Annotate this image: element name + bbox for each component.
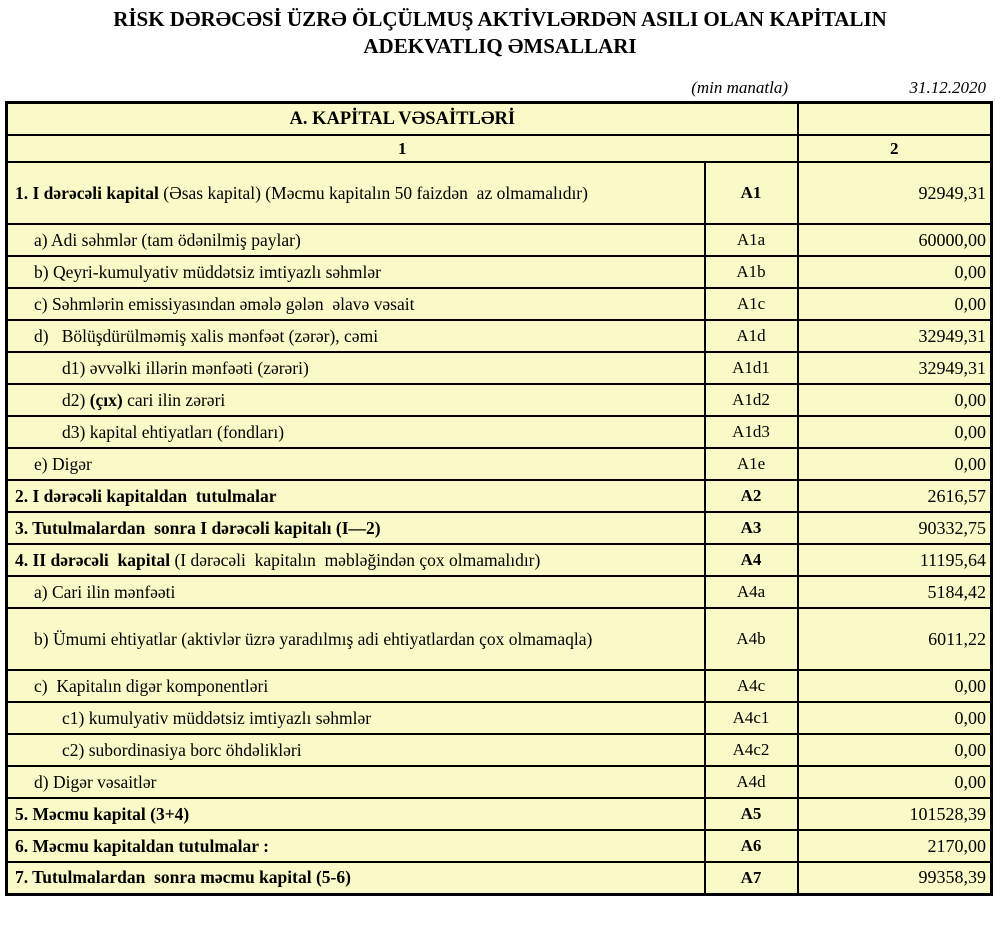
row-label-segment: (Əsas kapital) (Məcmu kapitalın 50 faizdən az olmamalıdır) [163, 182, 588, 203]
row-label-segment-bold: 5. Məcmu kapital (3+4) [15, 803, 190, 824]
row-code: A4c [705, 670, 798, 702]
row-label [7, 670, 705, 702]
row-value: 0,00 [798, 416, 992, 448]
row-code: A6 [705, 830, 798, 862]
row-value: 11195,64 [798, 544, 992, 576]
row-value: 0,00 [798, 384, 992, 416]
row-label-segment: c1) kumulyativ müddətsiz imtiyazlı səhmlər [62, 707, 372, 728]
column-number-row [7, 135, 992, 162]
table-row [7, 256, 992, 288]
row-label-segment: a) Cari ilin mənfəəti [34, 581, 176, 602]
row-value: 60000,00 [798, 224, 992, 256]
table-body [7, 162, 992, 894]
row-value: 5184,42 [798, 576, 992, 608]
row-label-segment-bold: 2. I dərəcəli kapitaldan tutulmalar [15, 485, 277, 506]
row-label-segment-bold: 3. Tutulmalardan sonra I dərəcəli kapitalı (I—2) [15, 517, 381, 538]
row-label-segment-bold: 6. Məcmu kapitaldan tutulmalar : [15, 835, 269, 856]
row-code: A1c [705, 288, 798, 320]
row-value: 0,00 [798, 448, 992, 480]
row-label [7, 766, 705, 798]
row-label-segment: a) Adi səhmlər (tam ödənilmiş paylar) [34, 229, 301, 250]
row-label [7, 320, 705, 352]
row-value: 0,00 [798, 702, 992, 734]
row-code: A1d2 [705, 384, 798, 416]
row-code: A1e [705, 448, 798, 480]
row-label [7, 798, 705, 830]
table-row [7, 830, 992, 862]
row-label-segment: d) Digər vəsaitlər [34, 771, 157, 792]
row-label-segment: e) Digər [34, 453, 92, 474]
row-code: A1 [705, 162, 798, 224]
row-value: 101528,39 [798, 798, 992, 830]
row-label [7, 734, 705, 766]
section-header-row [7, 103, 992, 136]
row-label [7, 830, 705, 862]
row-label [7, 162, 705, 224]
row-value: 99358,39 [798, 862, 992, 894]
row-label-segment: d3) kapital ehtiyatları (fondları) [62, 421, 285, 442]
table-row [7, 480, 992, 512]
capital-table [5, 101, 993, 896]
section-header-cell: A. KAPİTAL VƏSAİTLƏRİ [7, 103, 798, 136]
row-label [7, 608, 705, 670]
row-code: A7 [705, 862, 798, 894]
row-code: A4a [705, 576, 798, 608]
row-value: 32949,31 [798, 352, 992, 384]
row-label [7, 288, 705, 320]
row-code: A4c2 [705, 734, 798, 766]
row-code: A4 [705, 544, 798, 576]
row-label [7, 256, 705, 288]
row-value: 92949,31 [798, 162, 992, 224]
table-row [7, 862, 992, 894]
row-label [7, 862, 705, 894]
unit-note: (min manatla) [691, 78, 788, 97]
row-label [7, 384, 705, 416]
row-code: A4c1 [705, 702, 798, 734]
page-title [0, 0, 1000, 60]
row-label-segment-bold: (çıx) [89, 389, 123, 410]
table-row [7, 734, 992, 766]
table-row [7, 608, 992, 670]
table-row [7, 416, 992, 448]
row-value: 6011,22 [798, 608, 992, 670]
row-label [7, 352, 705, 384]
row-code: A4b [705, 608, 798, 670]
row-label-segment: d2) [62, 389, 90, 410]
row-label-segment: b) Ümumi ehtiyatlar (aktivlər üzrə yaradılmış adi ehtiyatlardan çox olmamaqla) [34, 628, 593, 649]
row-label-segment: cari ilin zərəri [122, 389, 226, 410]
table-row [7, 512, 992, 544]
row-label-segment: d) Bölüşdürülməmiş xalis mənfəət (zərər), cəmi [34, 325, 379, 346]
row-code: A1d1 [705, 352, 798, 384]
row-label-segment: c2) subordinasiya borc öhdəlikləri [62, 739, 302, 760]
row-label [7, 702, 705, 734]
row-value: 0,00 [798, 734, 992, 766]
row-label [7, 480, 705, 512]
row-code: A2 [705, 480, 798, 512]
row-code: A4d [705, 766, 798, 798]
row-code: A1b [705, 256, 798, 288]
row-label [7, 416, 705, 448]
row-value: 90332,75 [798, 512, 992, 544]
table-row [7, 544, 992, 576]
row-code: A1d [705, 320, 798, 352]
row-value: 32949,31 [798, 320, 992, 352]
row-value: 2616,57 [798, 480, 992, 512]
row-code: A1a [705, 224, 798, 256]
table-row [7, 162, 992, 224]
table-row [7, 702, 992, 734]
table-row [7, 798, 992, 830]
row-label-segment: (I dərəcəli kapitalın məbləğindən çox olmamalıdır) [174, 549, 541, 570]
row-value: 2170,00 [798, 830, 992, 862]
row-code: A3 [705, 512, 798, 544]
report-date: 31.12.2020 [909, 78, 986, 97]
row-code: A5 [705, 798, 798, 830]
row-value: 0,00 [798, 670, 992, 702]
page-title-line2: ADEKVATLIQ ƏMSALLARI [363, 34, 637, 58]
row-value: 0,00 [798, 256, 992, 288]
row-label-segment-bold: 4. II dərəcəli kapital [15, 549, 175, 570]
row-label [7, 576, 705, 608]
section-header-empty-cell [798, 103, 992, 136]
table-row [7, 320, 992, 352]
row-label-segment: b) Qeyri-kumulyativ müddətsiz imtiyazlı səhmlər [34, 261, 382, 282]
meta-row [0, 77, 1000, 98]
table-row [7, 384, 992, 416]
column-number-1: 1 [7, 135, 798, 162]
row-label [7, 544, 705, 576]
table-row [7, 352, 992, 384]
page-title-line1: RİSK DƏRƏCƏSİ ÜZRƏ ÖLÇÜLMUŞ AKTİVLƏRDƏN ASILI OLAN KAPİTALIN [113, 7, 887, 31]
table-row [7, 224, 992, 256]
row-label-segment-bold: 1. I dərəcəli kapital [15, 182, 164, 203]
row-value: 0,00 [798, 288, 992, 320]
table-row [7, 448, 992, 480]
row-label [7, 224, 705, 256]
table-row [7, 766, 992, 798]
table-row [7, 288, 992, 320]
row-label [7, 512, 705, 544]
row-label-segment: d1) əvvəlki illərin mənfəəti (zərəri) [62, 357, 309, 378]
row-label-segment-bold: 7. Tutulmalardan sonra məcmu kapital (5-6) [15, 867, 351, 888]
table-row [7, 576, 992, 608]
table-row [7, 670, 992, 702]
row-label-segment: c) Səhmlərin emissiyasından əmələ gələn əlavə vəsait [34, 293, 415, 314]
row-code: A1d3 [705, 416, 798, 448]
column-number-2: 2 [798, 135, 992, 162]
row-label [7, 448, 705, 480]
row-label-segment: c) Kapitalın digər komponentləri [34, 675, 269, 696]
row-value: 0,00 [798, 766, 992, 798]
